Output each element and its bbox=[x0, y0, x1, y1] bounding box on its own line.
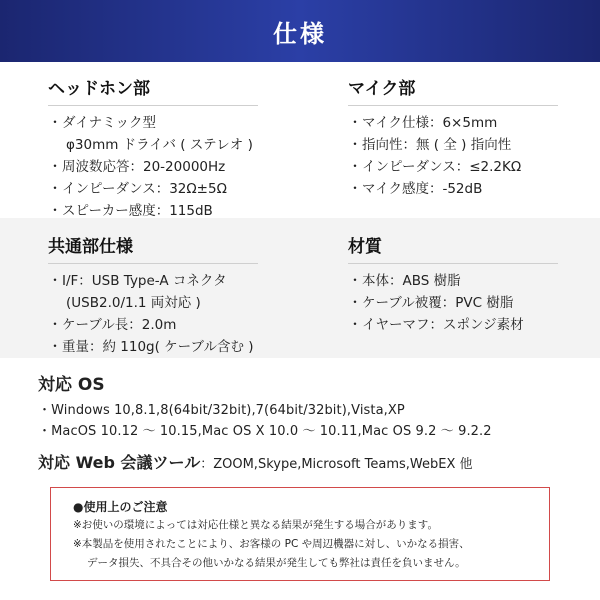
header-banner bbox=[0, 0, 600, 62]
common-list bbox=[48, 270, 258, 358]
list-item: ・I/F：USB Type-A コネクタ bbox=[48, 273, 227, 289]
mic-section bbox=[348, 74, 558, 200]
list-item: ・本体：ABS 樹脂 bbox=[348, 273, 461, 289]
notice-line: ※お使いの環境によっては対応仕様と異なる結果が発生する場合があります。 bbox=[73, 519, 438, 531]
os-list bbox=[38, 400, 492, 442]
web-tools-value: ：ZOOM,Skype,Microsoft Teams,WebEX 他 bbox=[200, 457, 473, 472]
notice-line: データ損失、不具合その他いかなる結果が発生しても弊社は責任を負いません。 bbox=[87, 557, 466, 569]
mic-list bbox=[348, 112, 558, 200]
notice-line: ※本製品を使用されたことにより、お客様の PC や周辺機器に対し、いかなる損害、 bbox=[73, 538, 470, 550]
headphone-list bbox=[48, 112, 258, 222]
notice-heading: ●使用上のご注意 bbox=[73, 500, 168, 514]
material-section bbox=[348, 232, 558, 336]
list-item: ・インピーダンス：≤2.2KΩ bbox=[348, 159, 522, 175]
list-item: ・マイク感度：-52dB bbox=[348, 181, 483, 197]
list-item: ・ダイナミック型 bbox=[48, 115, 156, 131]
common-section bbox=[48, 232, 258, 358]
common-title: 共通部仕様 bbox=[48, 232, 258, 264]
list-item: ・インピーダンス：32Ω±5Ω bbox=[48, 181, 227, 197]
web-tools-row bbox=[38, 450, 472, 473]
list-item: ・マイク仕様：6×5mm bbox=[348, 115, 498, 131]
list-item: ・イヤーマフ：スポンジ素材 bbox=[348, 317, 524, 333]
list-item: ・ケーブル長：2.0m bbox=[48, 317, 177, 333]
material-title: 材質 bbox=[348, 232, 558, 264]
list-item: ・指向性：無 ( 全 ) 指向性 bbox=[348, 137, 512, 153]
page-title: 仕様 bbox=[273, 19, 327, 48]
list-item: φ30mm ドライバ ( ステレオ ) bbox=[66, 137, 253, 153]
mic-title: マイク部 bbox=[348, 74, 558, 106]
list-item: ・周波数応答：20-20000Hz bbox=[48, 159, 226, 175]
list-item: ・Windows 10,8.1,8(64bit/32bit),7(64bit/32bit),Vista,XP bbox=[38, 403, 405, 418]
list-item: ・重量：約 110g( ケーブル含む ) bbox=[48, 339, 254, 355]
headphone-title: ヘッドホン部 bbox=[48, 74, 258, 106]
list-item: ・ケーブル被覆：PVC 樹脂 bbox=[348, 295, 514, 311]
web-tools-title: 対応 Web 会議ツール bbox=[38, 453, 201, 472]
material-list bbox=[348, 270, 558, 336]
os-title: 対応 OS bbox=[38, 375, 105, 395]
headphone-section bbox=[48, 74, 258, 222]
list-item: ・スピーカー感度：115dB bbox=[48, 203, 213, 219]
list-item: (USB2.0/1.1 両対応 ) bbox=[66, 295, 201, 311]
list-item: ・MacOS 10.12 ～ 10.15,Mac OS X 10.0 ～ 10.11,Mac OS 9.2 ～ 9.2.2 bbox=[38, 424, 492, 439]
notice-box bbox=[50, 487, 550, 581]
